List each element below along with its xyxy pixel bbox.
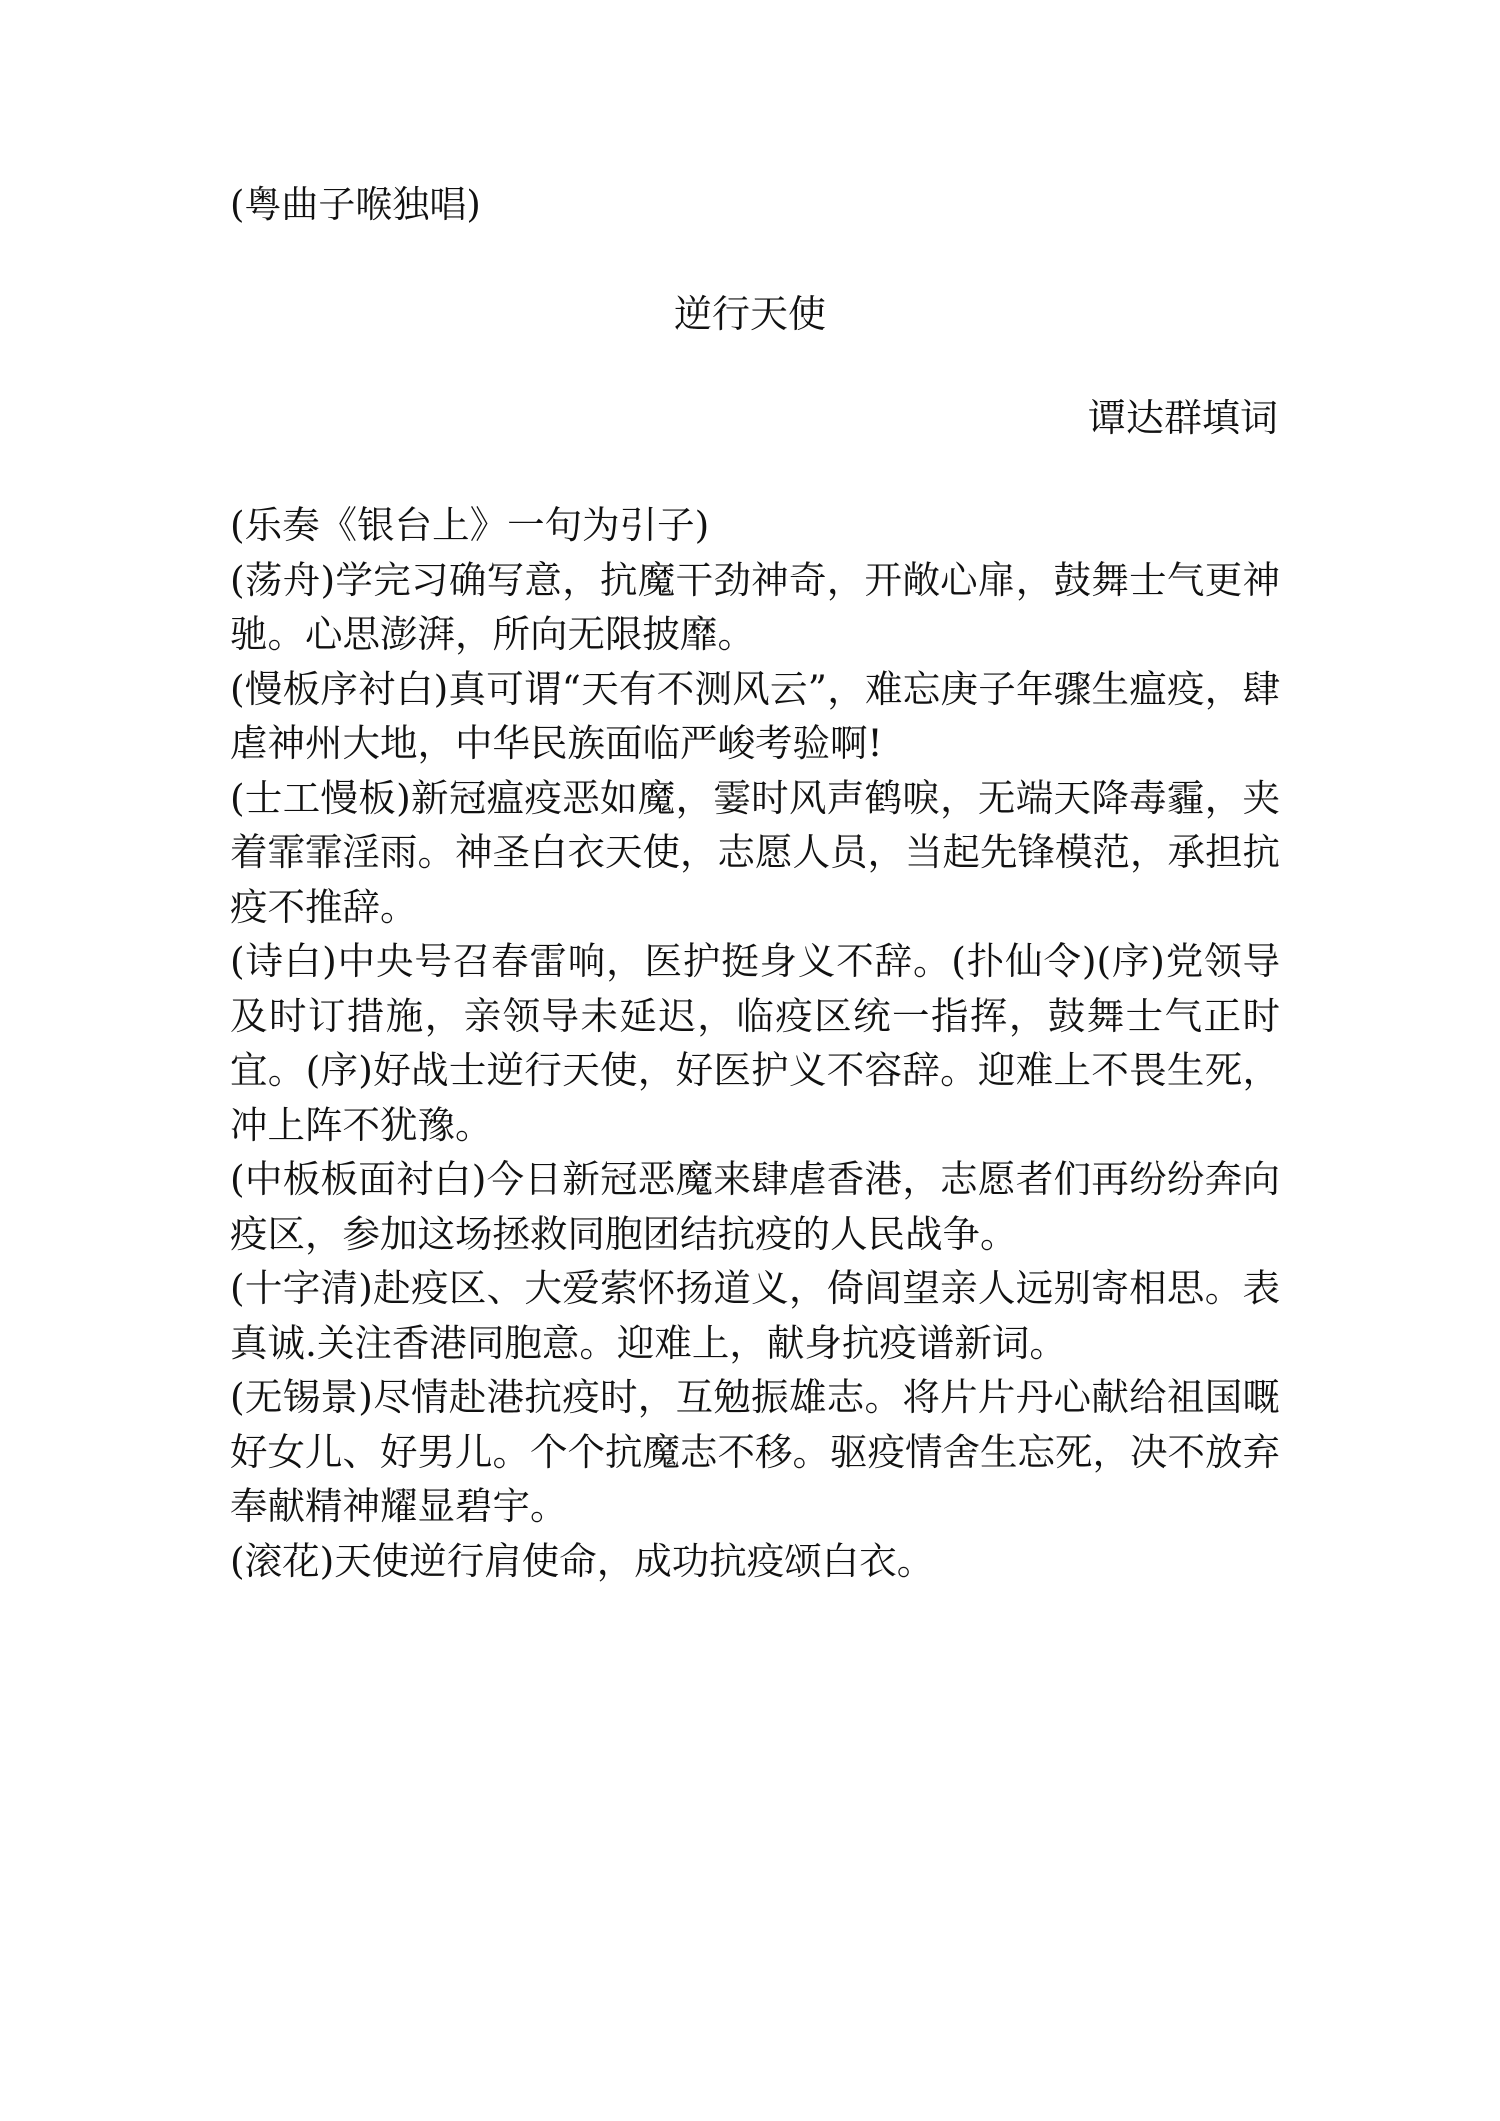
lyrics-paragraph: (慢板序衬白)真可谓“天有不测风云”，难忘庚子年骤生瘟疫，肆虐神州大地，中华民族面临严峻考验啊!	[230, 666, 1280, 765]
lyricist-credit: 谭达群填词	[1087, 396, 1278, 440]
lyrics-paragraph: (士工慢板)新冠瘟疫恶如魔，霎时风声鹤唳，无端天降毒霾，夹着霏霏淫雨。神圣白衣天使，志愿人员，当起先锋模范，承担抗疫不推辞。	[230, 775, 1280, 929]
lyrics-paragraph: (乐奏《银台上》一句为引子)	[230, 503, 710, 547]
lyrics-paragraph: (荡舟)学完习确写意，抗魔干劲神奇，开敞心扉，鼓舞士气更神驰。心思澎湃，所向无限披靡。	[230, 557, 1280, 656]
lyrics-paragraph: (滚花)天使逆行肩使命，成功抗疫颂白衣。	[230, 1538, 935, 1583]
lyrics-paragraph: (中板板面衬白)今日新冠恶魔来肆虐香港，志愿者们再纷纷奔向疫区，参加这场拯救同胞团结抗疫的人民战争。	[230, 1157, 1280, 1256]
lyrics-paragraph: (诗白)中央号召春雷响，医护挺身义不辞。(扑仙令)(序)党领导及时订措施，亲领导未延迟，临疫区统一指挥，鼓舞士气正时宜。(序)好战士逆行天使，好医护义不容辞。迎难上不畏生死，冲上阵不犹豫。	[230, 939, 1280, 1147]
lyrics-paragraph: (十字清)赴疫区、大爱萦怀扬道义，倚闾望亲人远别寄相思。表真诚.关注香港同胞意。迎难上，献身抗疫谱新词。	[230, 1266, 1280, 1365]
lyrics-paragraph: (无锡景)尽情赴港抗疫时，互勉振雄志。将片片丹心献给祖国嘅好女儿、好男儿。个个抗魔志不移。驱疫情舍生忘死，决不放弃奉献精神耀显碧宇。	[230, 1375, 1280, 1528]
song-title: 逆行天使	[673, 292, 826, 336]
performance-label: (粤曲子喉独唱)	[230, 183, 481, 226]
lyrics-body	[230, 498, 1280, 1588]
